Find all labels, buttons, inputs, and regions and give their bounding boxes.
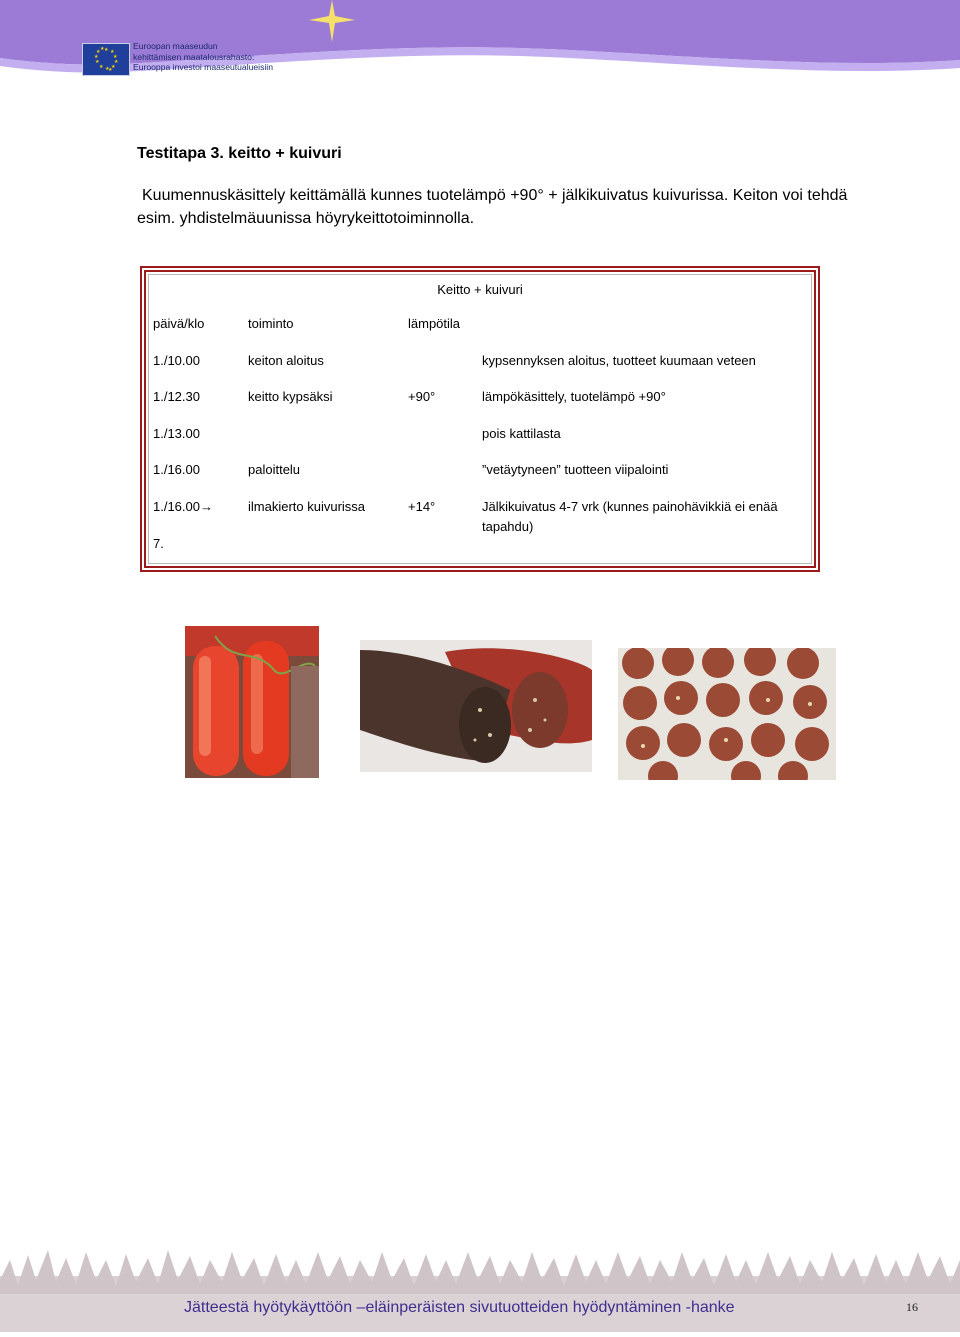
eu-logo	[82, 41, 272, 75]
svg-text:★: ★	[95, 59, 100, 65]
svg-text:★: ★	[104, 47, 109, 53]
process-table	[140, 266, 820, 572]
row-1-note: kypsennyksen aloitus, tuotteet kuumaan veteen	[482, 353, 756, 368]
row-1-date: 1./10.00	[153, 353, 200, 368]
row-3-note: pois kattilasta	[482, 426, 561, 441]
svg-text:★: ★	[100, 46, 105, 52]
page-number: 16	[906, 1300, 918, 1314]
row-5-temperature: +14°	[408, 499, 436, 514]
row-2-note: lämpökäsittely, tuotelämpö +90°	[482, 389, 666, 404]
eu-flag-icon	[82, 43, 130, 76]
row-2-date: 1./12.30	[153, 389, 200, 404]
row-2-action: keitto kypsäksi	[248, 389, 333, 404]
row-6-date: 7.	[153, 536, 164, 551]
svg-text:★: ★	[96, 49, 101, 55]
row-1-action: keiton aloitus	[248, 353, 324, 368]
section-title: Testitapa 3. keitto + kuivuri	[137, 145, 342, 162]
svg-text:★: ★	[110, 49, 115, 55]
intro-line-2: esim. yhdistelmäuunissa höyrykeittotoiminnolla.	[137, 210, 475, 227]
row-4-date: 1./16.00	[153, 462, 200, 477]
row-5-date: 1./16.00→	[153, 499, 213, 514]
row-5-action: ilmakierto kuivurissa	[248, 499, 366, 514]
footer-project-name: Jätteestä hyötykäyttöön –eläinperäisten sivutuotteiden hyödyntäminen -hanke	[184, 1299, 735, 1316]
intro-paragraph	[137, 184, 877, 230]
star-icon	[309, 0, 355, 47]
svg-text:★: ★	[111, 64, 116, 70]
eu-logo-text	[133, 41, 283, 73]
svg-text:★: ★	[105, 66, 110, 72]
sausage-photo-2	[360, 640, 592, 772]
eu-logo-line-1: Euroopan maaseudun	[133, 41, 218, 51]
footer-band	[0, 1240, 960, 1332]
header-temperature: lämpötila	[408, 316, 461, 331]
row-2-temperature: +90°	[408, 389, 436, 404]
row-3-date: 1./13.00	[153, 426, 200, 441]
sausage-photo-1	[185, 626, 319, 778]
intro-line-1: Kuumennuskäsittely keittämällä kunnes tuotelämpö +90° + jälkikuivatus kuivurissa. Keiton voi tehdä	[142, 187, 848, 204]
sausage-photo-3	[618, 648, 836, 780]
svg-text:★: ★	[94, 54, 99, 60]
table-title: Keitto + kuivuri	[437, 282, 523, 297]
row-5-note: Jälkikuivatus 4-7 vrk (kunnes painohävikkiä ei enää tapahdu)	[482, 499, 778, 534]
eu-logo-line-3: Eurooppa investoi maaseutualueisiin	[133, 62, 273, 72]
row-4-action: paloittelu	[248, 462, 301, 477]
svg-text:★: ★	[99, 64, 104, 70]
svg-text:★: ★	[114, 59, 119, 65]
header-date: päivä/klo	[153, 316, 205, 331]
row-4-note: ”vetäytyneen” tuotteen viipalointi	[482, 462, 669, 477]
svg-text:★: ★	[108, 67, 113, 73]
eu-logo-line-2: kehittämisen maatalousrahasto:	[133, 51, 255, 62]
svg-text:★: ★	[113, 54, 118, 60]
header-action: toiminto	[248, 316, 294, 331]
